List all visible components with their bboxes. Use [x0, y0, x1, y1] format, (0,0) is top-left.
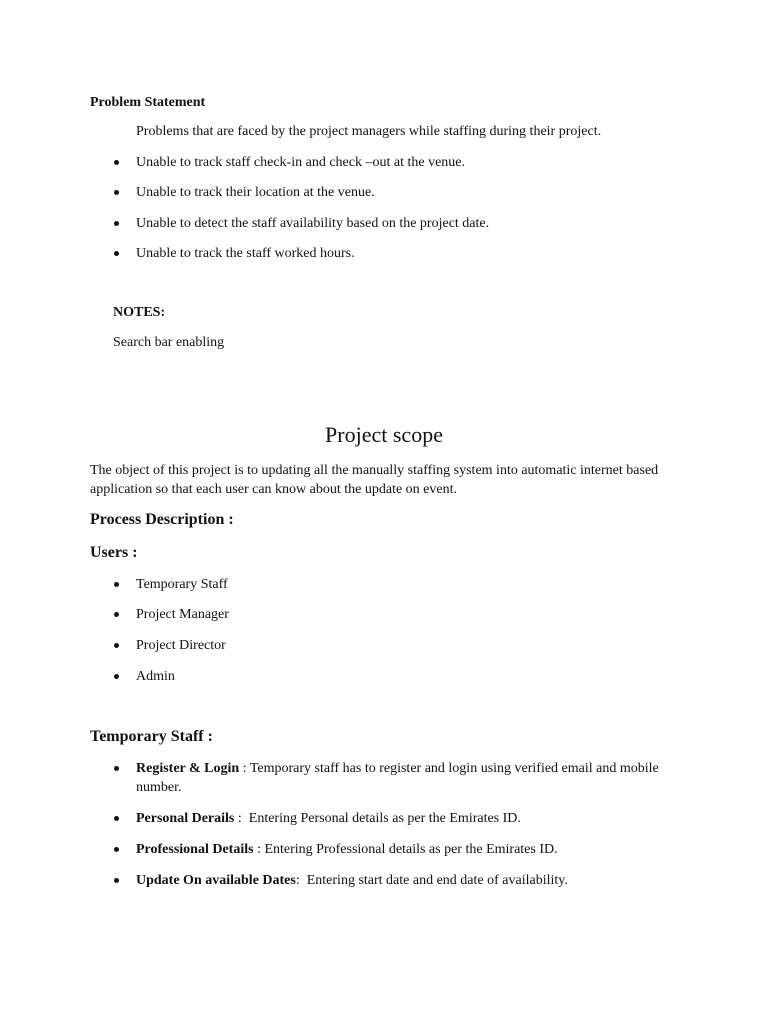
staff-item-text: Entering Professional details as per the Emirates ID.	[264, 842, 558, 857]
staff-item-text: Entering Personal details as per the Emirates ID.	[248, 811, 521, 826]
user-item: Project Manager	[136, 607, 229, 622]
staff-item-label: Register & Login	[136, 761, 240, 776]
staff-item-label: Update On available Dates	[136, 873, 296, 888]
user-item: Temporary Staff	[136, 577, 228, 592]
staff-item-separator: :	[295, 873, 307, 888]
bullet-icon	[114, 190, 119, 195]
bullet-icon	[114, 160, 119, 165]
process-description-heading: Process Description :	[90, 511, 234, 528]
project-scope-title: Project scope	[325, 422, 443, 447]
problem-item: Unable to track their location at the venue.	[136, 185, 375, 200]
staff-item-label: Personal Derails	[136, 811, 235, 826]
bullet-icon	[114, 582, 119, 587]
user-item: Admin	[136, 669, 175, 684]
staff-item-separator: :	[239, 761, 250, 776]
staff-item-personal-details	[136, 809, 521, 828]
staff-item-separator: :	[234, 811, 249, 826]
notes-heading: NOTES:	[113, 305, 166, 320]
problem-item: Unable to detect the staff availability based on the project date.	[136, 216, 490, 231]
bullet-icon	[114, 766, 119, 771]
bullet-icon	[114, 612, 119, 617]
problem-item: Unable to track staff check-in and check –out at the venue.	[136, 155, 465, 170]
staff-item-separator: :	[253, 842, 265, 857]
user-item: Project Director	[136, 638, 226, 653]
staff-item-professional-details	[136, 840, 558, 859]
project-scope-description: The object of this project is to updating all the manually staffing system into automatic internet based application so that each user can know about the update on event.	[90, 463, 659, 497]
staff-item-register-login	[136, 759, 676, 797]
problem-item: Unable to track the staff worked hours.	[136, 246, 355, 261]
bullet-icon	[114, 251, 119, 256]
bullet-icon	[114, 816, 119, 821]
notes-text: Search bar enabling	[113, 335, 225, 350]
users-heading: Users :	[90, 544, 138, 561]
temporary-staff-heading: Temporary Staff :	[90, 728, 213, 745]
staff-item-available-dates	[136, 871, 568, 890]
bullet-icon	[114, 847, 119, 852]
bullet-icon	[114, 643, 119, 648]
staff-item-text: Temporary staff has to register and login using verified email and mobile number.	[136, 761, 659, 795]
bullet-icon	[114, 674, 119, 679]
problem-statement-heading: Problem Statement	[90, 95, 206, 110]
bullet-icon	[114, 878, 119, 883]
staff-item-label: Professional Details	[136, 842, 254, 857]
bullet-icon	[114, 221, 119, 226]
problem-statement-intro: Problems that are faced by the project managers while staffing during their project.	[136, 124, 602, 139]
staff-item-text: Entering start date and end date of availability.	[306, 873, 568, 888]
